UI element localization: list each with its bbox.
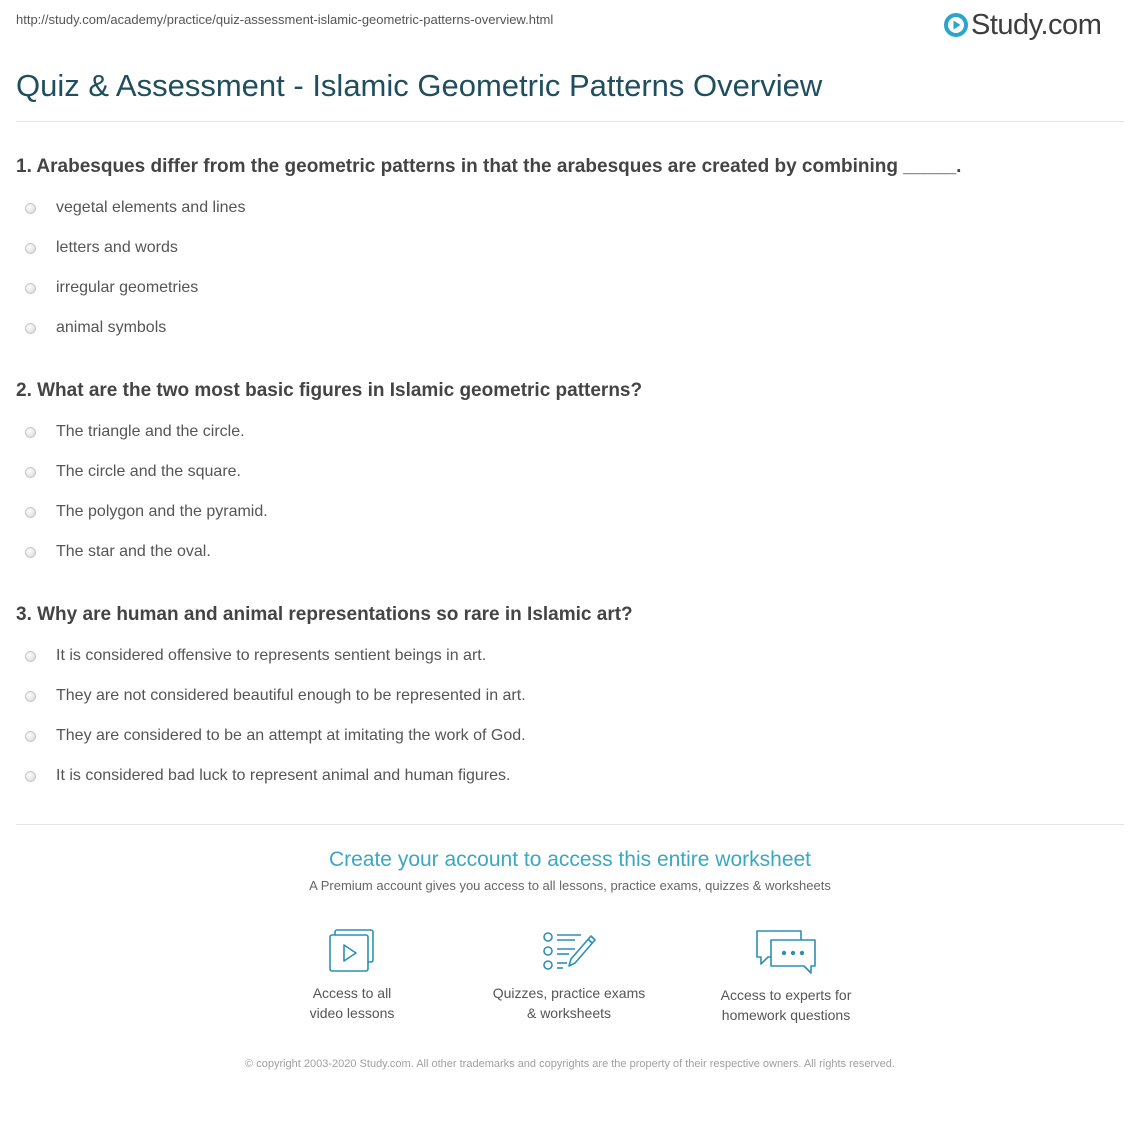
answer-list bbox=[16, 412, 1126, 572]
radio-button-icon[interactable] bbox=[25, 283, 36, 294]
feature-quizzes bbox=[469, 928, 669, 1023]
feature-label: Access to all video lessons bbox=[309, 985, 395, 1021]
question-1 bbox=[16, 154, 1126, 348]
answer-option[interactable] bbox=[16, 228, 1126, 268]
answer-option[interactable] bbox=[16, 492, 1126, 532]
title-divider bbox=[16, 121, 1124, 122]
answer-option[interactable] bbox=[16, 676, 1126, 716]
page-url: http://study.com/academy/practice/quiz-assessment-islamic-geometric-patterns-overview.html bbox=[16, 12, 554, 27]
radio-button-icon[interactable] bbox=[25, 691, 36, 702]
question-3 bbox=[16, 602, 1126, 796]
answer-list bbox=[16, 188, 1126, 348]
radio-button-icon[interactable] bbox=[25, 467, 36, 478]
radio-button-icon[interactable] bbox=[25, 547, 36, 558]
radio-button-icon[interactable] bbox=[25, 771, 36, 782]
copyright-footer: © copyright 2003-2020 Study.com. All other trademarks and copyrights are the property of their respective owners. All rights reserved. bbox=[245, 1058, 895, 1070]
answer-label: The triangle and the circle. bbox=[56, 423, 245, 440]
answer-option[interactable] bbox=[16, 188, 1126, 228]
answer-option[interactable] bbox=[16, 412, 1126, 452]
answer-label: They are considered to be an attempt at imitating the work of God. bbox=[56, 727, 526, 744]
feature-label: Quizzes, practice exams & worksheets bbox=[492, 985, 646, 1021]
radio-button-icon[interactable] bbox=[25, 651, 36, 662]
answer-label: The star and the oval. bbox=[56, 543, 211, 560]
radio-button-icon[interactable] bbox=[25, 323, 36, 334]
question-text: 1. Arabesques differ from the geometric patterns in that the arabesques are created by combining _____. bbox=[16, 156, 962, 177]
cta-title-link[interactable]: Create your account to access this entire worksheet bbox=[328, 848, 812, 871]
answer-option[interactable] bbox=[16, 532, 1126, 572]
top-bar bbox=[0, 0, 1140, 50]
answer-label: It is considered bad luck to represent animal and human figures. bbox=[56, 767, 511, 784]
answer-label: They are not considered beautiful enough to be represented in art. bbox=[56, 687, 526, 704]
section-divider bbox=[16, 824, 1124, 825]
study-logo[interactable] bbox=[944, 8, 1101, 42]
radio-button-icon[interactable] bbox=[25, 507, 36, 518]
answer-label: The circle and the square. bbox=[56, 463, 241, 480]
expert-chat-icon bbox=[754, 928, 818, 976]
radio-button-icon[interactable] bbox=[25, 243, 36, 254]
video-lesson-icon bbox=[326, 928, 378, 974]
answer-label: animal symbols bbox=[56, 319, 167, 336]
answer-option[interactable] bbox=[16, 756, 1126, 796]
answer-label: irregular geometries bbox=[56, 279, 199, 296]
answer-option[interactable] bbox=[16, 452, 1126, 492]
feature-video-lessons bbox=[252, 928, 452, 1023]
feature-label: Access to experts for homework questions bbox=[720, 987, 852, 1023]
answer-label: vegetal elements and lines bbox=[56, 199, 246, 216]
question-text: 3. Why are human and animal representations so rare in Islamic art? bbox=[16, 604, 633, 625]
answer-option[interactable] bbox=[16, 268, 1126, 308]
radio-button-icon[interactable] bbox=[25, 427, 36, 438]
page-title: Quiz & Assessment - Islamic Geometric Patterns Overview bbox=[16, 68, 823, 103]
brand-name: Study.com bbox=[971, 8, 1102, 41]
cta-subtitle: A Premium account gives you access to all lessons, practice exams, quizzes & worksheets bbox=[309, 878, 831, 893]
quiz-checklist-icon bbox=[541, 928, 597, 974]
answer-list bbox=[16, 636, 1126, 796]
answer-option[interactable] bbox=[16, 308, 1126, 348]
play-circle-icon bbox=[944, 13, 968, 37]
feature-experts bbox=[686, 928, 886, 1025]
answer-label: It is considered offensive to represents sentient beings in art. bbox=[56, 647, 487, 664]
answer-option[interactable] bbox=[16, 636, 1126, 676]
radio-button-icon[interactable] bbox=[25, 731, 36, 742]
answer-label: letters and words bbox=[56, 239, 178, 256]
question-text: 2. What are the two most basic figures in Islamic geometric patterns? bbox=[16, 380, 643, 401]
question-2 bbox=[16, 378, 1126, 572]
answer-label: The polygon and the pyramid. bbox=[56, 503, 268, 520]
radio-button-icon[interactable] bbox=[25, 203, 36, 214]
signup-cta bbox=[0, 845, 1140, 895]
answer-option[interactable] bbox=[16, 716, 1126, 756]
